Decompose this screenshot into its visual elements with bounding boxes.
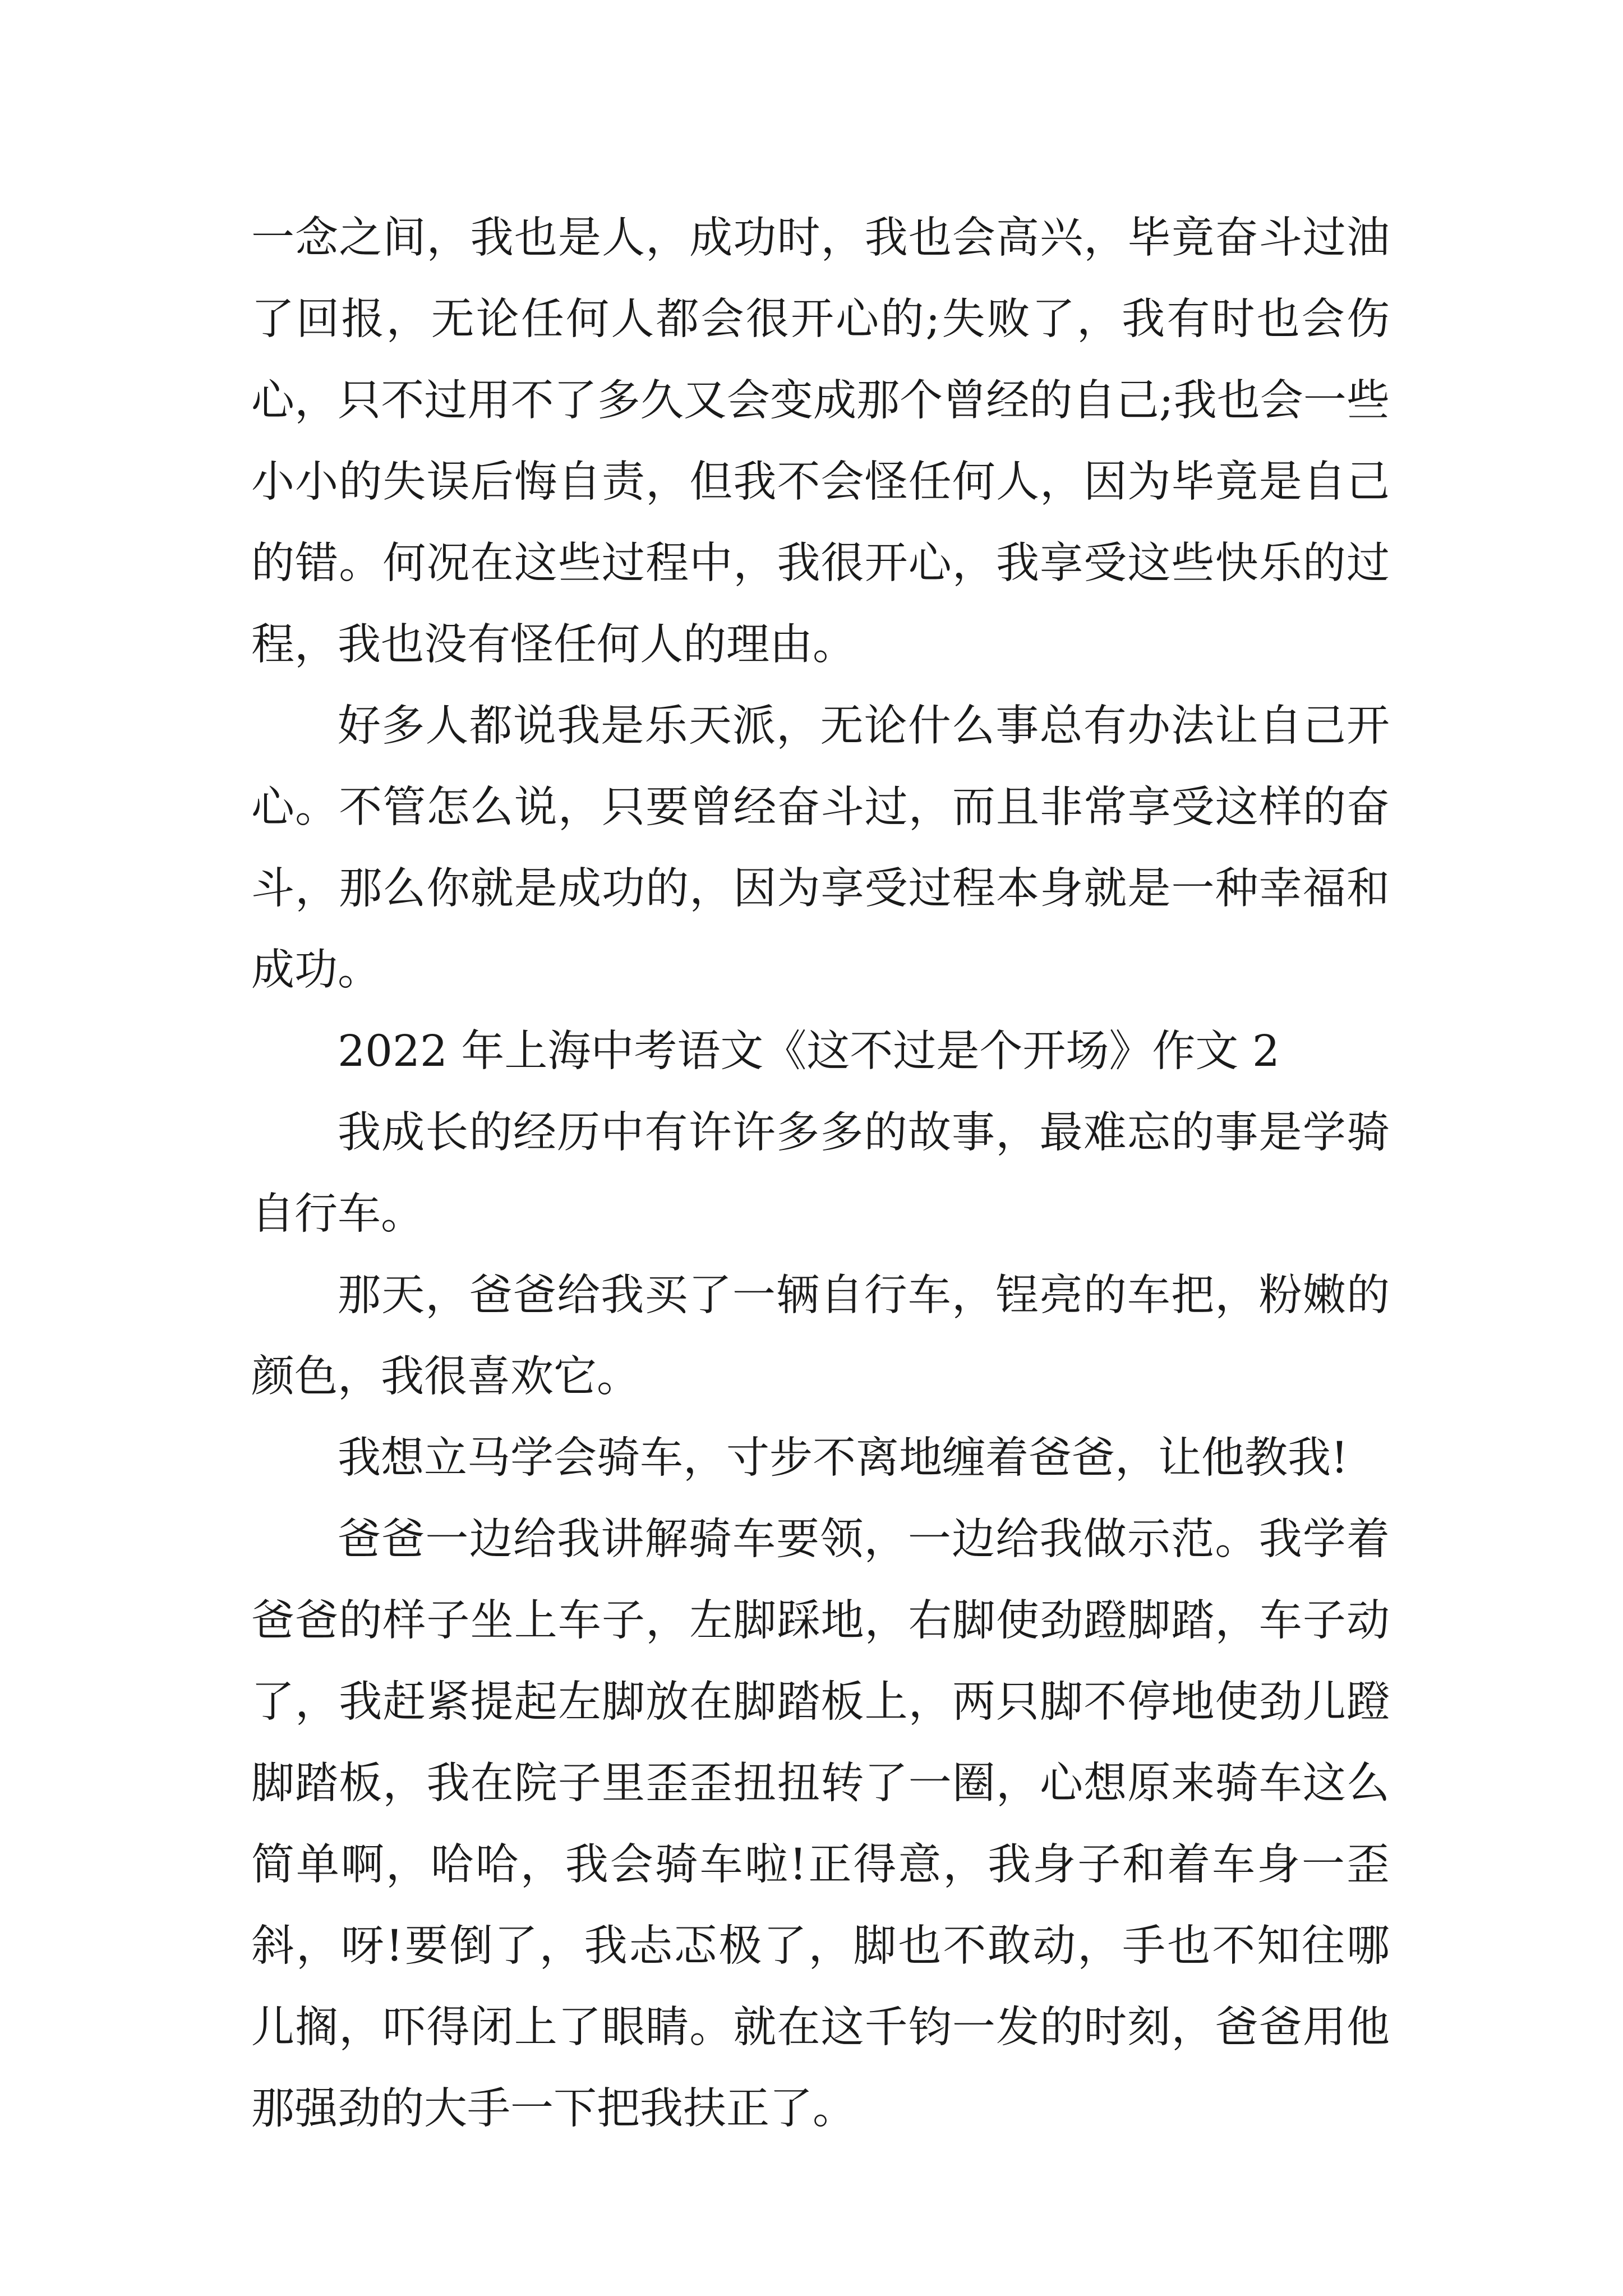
paragraph-6: 爸爸一边给我讲解骑车要领，一边给我做示范。我学着爸爸的样子坐上车子，左脚踩地，右脚使劲蹬脚踏，车子动了，我赶紧提起左脚放在脚踏板上，两只脚不停地使劲儿蹬脚踏板，我在院子里歪歪扭扭转了一圈，心想原来骑车这么简单啊，哈哈，我会骑车啦!正得意，我身子和着车身一歪斜，呀!要倒了，我忐忑极了，脚也不敢动，手也不知往哪儿搁，吓得闭上了眼睛。就在这千钧一发的时刻，爸爸用他那强劲的大手一下把我扶正了。 xyxy=(251,1515,1390,2134)
essay-heading: 2022 年上海中考语文《这不过是个开场》作文 2 xyxy=(338,1027,1280,1076)
paragraph-5: 我想立马学会骑车，寸步不离地缠着爸爸，让他教我! xyxy=(338,1433,1348,1483)
paragraph-1: 一念之间，我也是人，成功时，我也会高兴，毕竟奋斗过油了回报，无论任何人都会很开心的;失败了，我有时也会伤心，只不过用不了多久又会变成那个曾经的自己;我也会一些小小的失误后悔自责，但我不会怪任何人，因为毕竟是自己的错。何况在这些过程中，我很开心，我享受这些快乐的过程，我也没有怪任何人的理由。 xyxy=(251,213,1390,670)
paragraph-2: 好多人都说我是乐天派，无论什么事总有办法让自己开心。不管怎么说，只要曾经奋斗过，而且非常享受这样的奋斗，那么你就是成功的，因为享受过程本身就是一种幸福和成功。 xyxy=(251,701,1390,995)
paragraph-4: 那天，爸爸给我买了一辆自行车，锃亮的车把，粉嫩的颜色，我很喜欢它。 xyxy=(251,1271,1390,1402)
paragraph-3: 我成长的经历中有许许多多的故事，最难忘的事是学骑自行车。 xyxy=(251,1108,1390,1239)
document-body xyxy=(251,197,1390,2150)
